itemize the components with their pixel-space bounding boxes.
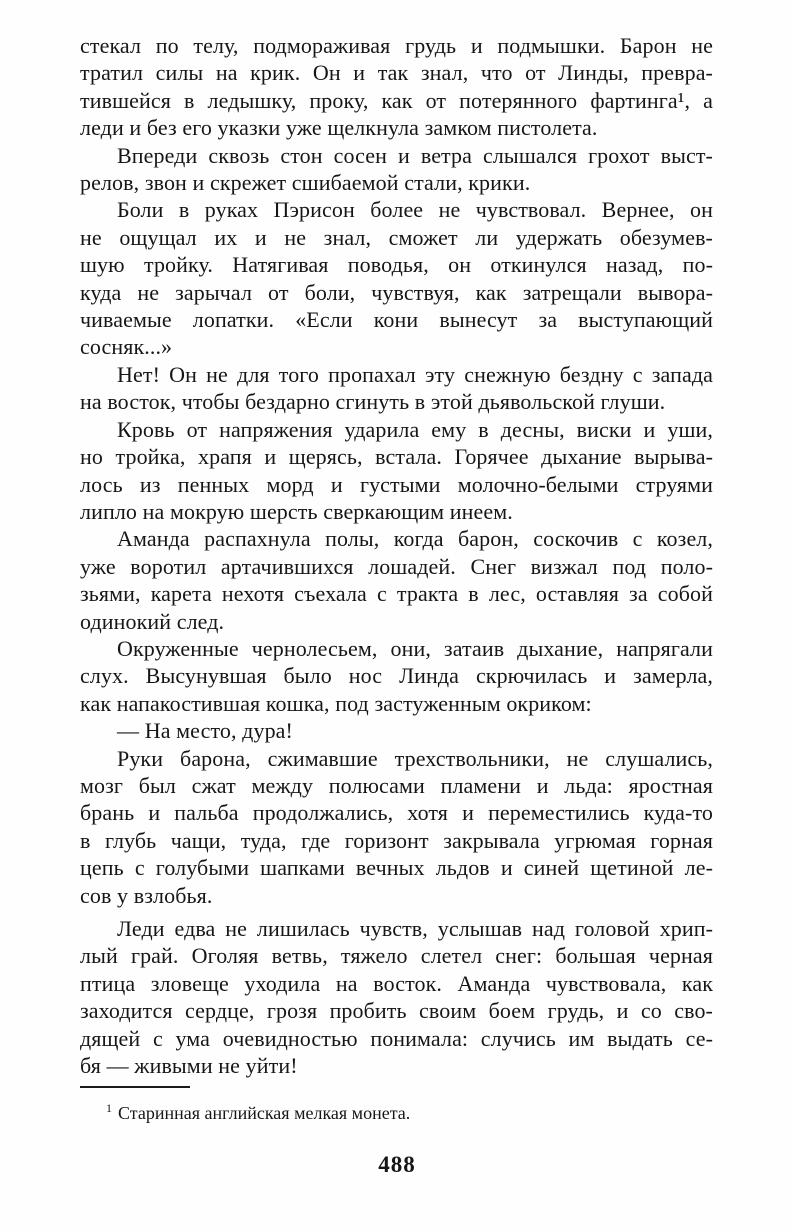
text-line: тратил силы на крик. Он и так знал, что от Линды, превра- [80,60,713,86]
text-line: Нет! Он не для того пропахал эту снежную бездну с запада [117,361,713,387]
text-line: цепь с голубыми шапками вечных льдов и синей щетиной ле- [80,855,713,881]
text-line: шую тройку. Натягивая поводья, он откинулся назад, по- [80,252,713,278]
paragraph [80,361,713,416]
text-line: Аманда распахнула полы, когда барон, соскочив с козел, [117,526,713,552]
text-line: дящей с ума очевидностью понимала: случись им выдать се- [80,1025,713,1051]
text-line: уже воротил артачившихся лошадей. Снег визжал под поло- [80,553,713,579]
text-line: не ощущал их и не знал, сможет ли удержать обезумев- [80,224,713,250]
text-line: липло на мокрую шерсть сверкающим инеем. [80,498,513,524]
text-line: птица зловеще уходила на восток. Аманда чувствовала, как [80,970,713,996]
text-line: стекал по телу, подмораживая грудь и подмышки. Барон не [80,33,713,58]
text-line: брань и пальба продолжались, хотя и переместились куда-то [80,800,713,826]
text-line: как напакостившая кошка, под застуженным окриком: [80,690,592,716]
paragraph [80,32,713,142]
text-line: сосняк...» [80,334,173,360]
text-line: зьями, карета нехотя съехала с тракта в лес, оставляя за собой [80,581,713,607]
paragraph [80,416,713,526]
text-line: чиваемые лопатки. «Если кони вынесут за выступающий [80,307,713,333]
text-line: леди и без его указки уже щелкнула замком пистолета. [80,115,598,141]
paragraph [80,635,713,717]
text-line: Руки барона, сжимавшие трехствольники, не слушались, [117,745,713,771]
text-line: Леди едва не лишилась чувств, услышав над головой хрип- [117,916,713,941]
text-line: — На место, дура! [117,718,293,744]
footnote-marker: 1 [106,1101,112,1115]
paragraph [80,745,713,909]
footnote-text: Старинная английская мелкая монета. [118,1103,411,1123]
text-line: на восток, чтобы бездарно сгинуть в этой дьявольской глуши. [80,389,666,415]
text-line: мозг был сжат между полюсами пламени и льда: яростная [80,772,713,798]
paragraph [80,525,713,635]
text-line: лый грай. Оголяя ветвь, тяжело слетел снег: большая черная [80,943,713,969]
paragraph [80,196,713,360]
text-line: лось из пенных морд и густыми молочно-белыми струями [80,471,713,497]
text-line: тившейся в ледышку, проку, как от потерянного фартинга¹, а [80,87,713,113]
text-line: Впереди сквозь стон сосен и ветра слышался грохот выст- [117,142,713,168]
text-line: бя — живыми не уйти! [80,1053,298,1079]
paragraph [80,142,713,197]
text-line: Боли в руках Пэрисон более не чувствовал. Вернее, он [117,197,713,223]
text-line: куда не зарычал от боли, чувствуя, как затрещали вывора- [80,279,713,305]
paragraph [80,717,713,744]
footnote [80,1097,713,1124]
text-line: сов у взлобья. [80,882,213,908]
text-line: в глубь чащи, туда, где горизонт закрывала угрюмая горная [80,827,713,853]
text-line: но тройка, храпя и щерясь, встала. Горячее дыхание вырыва- [80,444,713,470]
text-line: слух. Высунувшая было нос Линда скрючилась и замерла, [80,663,713,689]
footnote-divider [80,1086,190,1088]
text-line: Окруженные чернолесьем, они, затаив дыхание, напрягали [117,635,713,661]
body-text [80,32,713,1079]
text-line: одинокий след. [80,608,225,634]
text-line: Кровь от напряжения ударила ему в десны, виски и уши, [117,416,713,442]
page-number: 488 [378,1152,416,1177]
text-line: заходится сердце, грозя пробить своим боем грудь, и со сво- [80,998,713,1024]
footnote-area [80,1086,713,1124]
text-line: релов, звон и скрежет сшибаемой стали, крики. [80,170,531,196]
paragraph [80,915,713,1079]
